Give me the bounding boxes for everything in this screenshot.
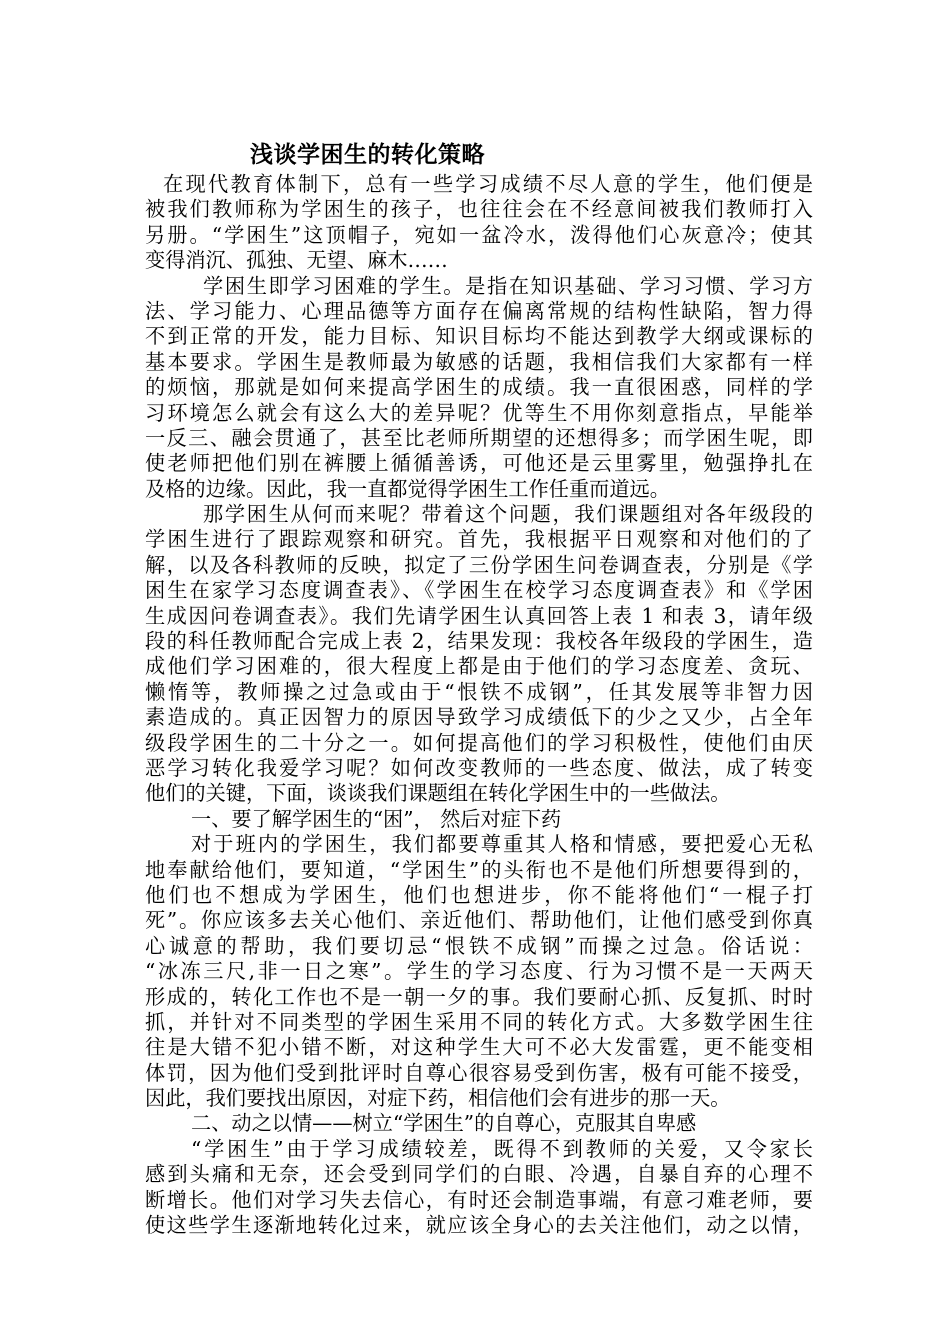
text-line: “冰冻三尺,非一日之寒”。学生的学习态度、行为习惯不是一天两天 bbox=[145, 959, 813, 984]
text-line: 恶学习转化我爱学习呢？如何改变教师的一些态度、做法，成了转变 bbox=[145, 755, 813, 780]
text-line: 地奉献给他们，要知道，“学困生”的头衔也不是他们所想要得到的， bbox=[145, 857, 813, 882]
text-line: 学困生即学习困难的学生。是指在知识基础、学习习惯、学习方 bbox=[203, 273, 813, 298]
text-line: 不到正常的开发，能力目标、知识目标均不能达到教学大纲或课标的 bbox=[145, 324, 813, 349]
text-line: 使老师把他们别在裤腰上循循善诱，可他还是云里雾里，勉强挣扎在 bbox=[145, 451, 813, 476]
text-line: 变得消沉、孤独、无望、麻木…… bbox=[145, 248, 448, 273]
text-line: 因此，我们要找出原因，对症下药，相信他们会有进步的那一天。 bbox=[145, 1086, 731, 1111]
text-line: 断增长。他们对学习失去信心，有时还会制造事端，有意刁难老师，要 bbox=[145, 1187, 813, 1212]
text-line: 习环境怎么就会有这么大的差异呢？优等生不用你刻意指点，早能举 bbox=[145, 400, 813, 425]
text-line: 被我们教师称为学困生的孩子，也往往会在不经意间被我们教师打入 bbox=[145, 197, 813, 222]
text-line: 学困生进行了跟踪观察和研究。首先，我根据平日观察和对他们的了 bbox=[145, 527, 813, 552]
text-line: 困生在家学习态度调查表》、《学困生在校学习态度调查表》和《学困 bbox=[145, 578, 813, 603]
text-line: 另册。“学困生”这顶帽子，宛如一盆冷水，泼得他们心灰意冷；使其 bbox=[145, 222, 813, 247]
text-line: 成他们学习困难的，很大程度上都是由于他们的学习态度差、贪玩、 bbox=[145, 654, 813, 679]
text-line: 懒惰等，教师操之过急或由于“恨铁不成钢”，任其发展等非智力因 bbox=[145, 679, 813, 704]
text-line: 他们也不想成为学困生，他们也想进步，你不能将他们“一棍子打 bbox=[145, 882, 813, 907]
text-line: 那学困生从何而来呢？带着这个问题，我们课题组对各年级段的 bbox=[203, 502, 813, 527]
text-line: 形成的，转化工作也不是一朝一夕的事。我们要耐心抓、反复抓、时时 bbox=[145, 984, 813, 1009]
text-line: “学困生”由于学习成绩较差，既得不到教师的关爱，又令家长 bbox=[191, 1136, 813, 1161]
text-line: 级段学困生的二十分之一。如何提高他们的学习积极性，使他们由厌 bbox=[145, 730, 813, 755]
section-heading: 二、动之以情——树立“学困生”的自尊心，克服其自卑感 bbox=[191, 1111, 697, 1136]
text-line: 心诚意的帮助，我们要切忌“恨铁不成钢”而操之过急。俗话说： bbox=[145, 933, 813, 958]
text-line: 体罚，因为他们受到批评时自尊心很容易受到伤害，极有可能不接受， bbox=[145, 1060, 813, 1085]
text-line: 他们的关键，下面，谈谈我们课题组在转化学困生中的一些做法。 bbox=[145, 781, 731, 806]
text-line: 对于班内的学困生，我们都要尊重其人格和情感，要把爱心无私 bbox=[191, 832, 813, 857]
text-line: 法、学习能力、心理品德等方面存在偏离常规的结构性缺陷，智力得 bbox=[145, 298, 813, 323]
text-line: 死”。你应该多去关心他们、亲近他们、帮助他们，让他们感受到你真 bbox=[145, 908, 813, 933]
text-line: 的烦恼，那就是如何来提高学困生的成绩。我一直很困惑，同样的学 bbox=[145, 375, 813, 400]
text-line: 基本要求。学困生是教师最为敏感的话题，我相信我们大家都有一样 bbox=[145, 349, 813, 374]
text-line: 使这些学生逐渐地转化过来，就应该全身心的去关注他们，动之以情， bbox=[145, 1213, 813, 1238]
text-line: 一反三、融会贯通了，甚至比老师所期望的还想得多；而学困生呢，即 bbox=[145, 425, 813, 450]
section-heading: 一、要了解学困生的“困”， 然后对症下药 bbox=[191, 806, 562, 831]
page-title: 浅谈学困生的转化策略 bbox=[250, 141, 485, 168]
text-line: 感到头痛和无奈，还会受到同学们的白眼、冷遇，自暴自弃的心理不 bbox=[145, 1162, 813, 1187]
document-body bbox=[145, 172, 813, 1238]
text-line: 在现代教育体制下，总有一些学习成绩不尽人意的学生，他们便是 bbox=[163, 172, 813, 196]
text-line: 生成因问卷调查表》。我们先请学困生认真回答上表 1 和表 3，请年级 bbox=[145, 603, 813, 628]
text-line: 及格的边缘。因此，我一直都觉得学困生工作任重而道远。 bbox=[145, 476, 670, 501]
text-line: 解，以及各科教师的反映，拟定了三份学困生问卷调查表，分别是《学 bbox=[145, 552, 813, 577]
text-line: 抓，并针对不同类型的学困生采用不同的转化方式。大多数学困生往 bbox=[145, 1009, 813, 1034]
text-line: 素造成的。真正因智力的原因导致学习成绩低下的少之又少，占全年 bbox=[145, 705, 813, 730]
text-line: 段的科任教师配合完成上表 2，结果发现：我校各年级段的学困生，造 bbox=[145, 629, 813, 654]
text-line: 往是大错不犯小错不断，对这种学生大可不必大发雷霆，更不能变相 bbox=[145, 1035, 813, 1060]
